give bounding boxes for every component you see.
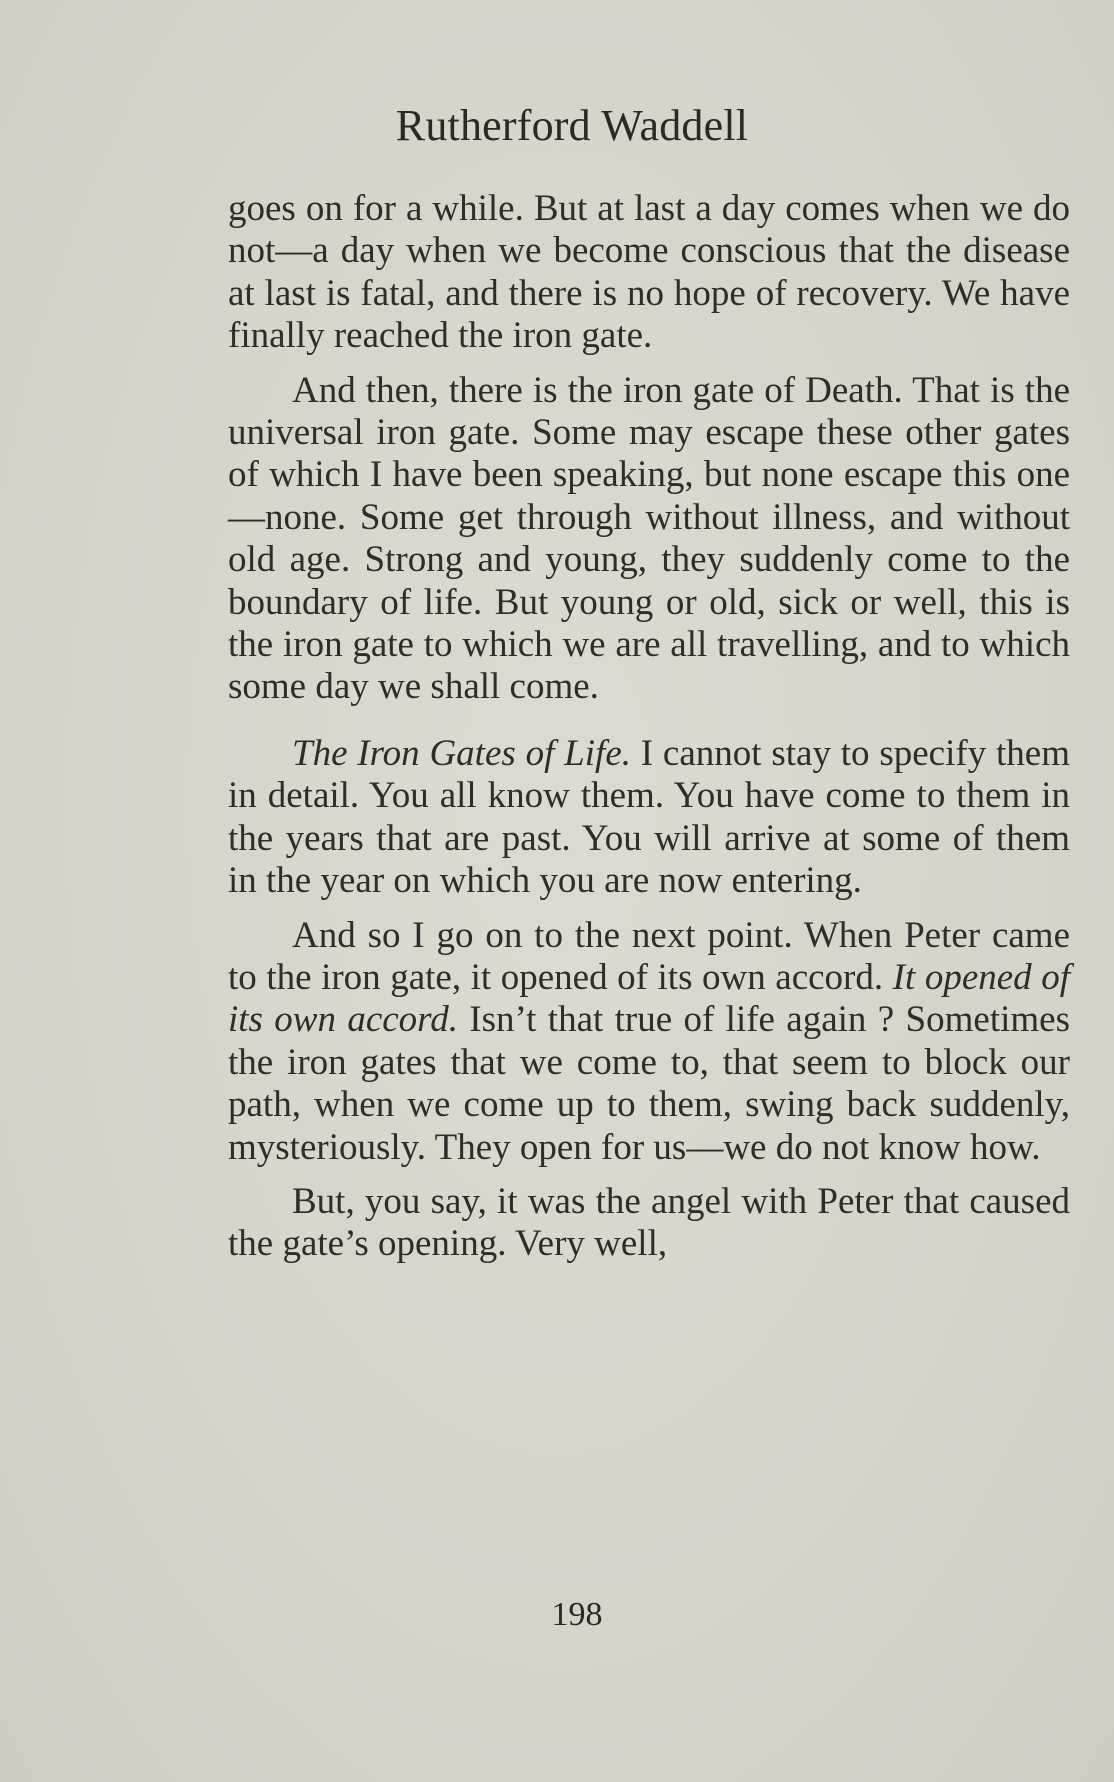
paragraph-2: And then, there is the iron gate of Death. That is the universal iron gate. Some may escape these other gates of which I have been speaking, but none escape this one—none. Some get through without illness, and without old age. Strong and young, they suddenly come to the boundary of life. But young or old, sick or well, this is the iron gate to which we are all travelling, and to which some day we shall come. xyxy=(228,369,1070,708)
paragraph-4-after: Isn’t that true of life again ? Sometimes the iron gates that we come to, that seem to block our path, when we come up to them, swing back suddenly, mysteriously. They open for us—we do not know how. xyxy=(228,999,1070,1168)
paragraph-5: But, you say, it was the angel with Peter that caused the gate’s opening. Very well, xyxy=(228,1180,1070,1265)
paragraph-3-text: I cannot stay to specify them in detail. You all know them. You have come to them in the years that are past. You will arrive at some of them in the year on which you are now entering. xyxy=(228,732,1071,902)
page-number: 198 xyxy=(551,1596,603,1633)
paragraph-4-before: And so I go on to the next point. When Peter came to the iron gate, it opened of its own accord. xyxy=(228,914,1070,998)
italic-heading: The Iron Gates of Life. xyxy=(292,732,631,774)
paragraph-3 xyxy=(228,733,1070,903)
body-text xyxy=(228,188,1070,1266)
italic-emphasis: It opened of its own accord. xyxy=(228,956,1070,1041)
paragraph-4 xyxy=(228,915,1070,1169)
paragraph-1: goes on for a while. But at last a day comes when we do not—a day when we become conscious that the disease at last is fatal, and there is no hope of recovery. We have finally reached the iron gate. xyxy=(228,188,1070,357)
running-head: Rutherford Waddell xyxy=(395,101,749,150)
